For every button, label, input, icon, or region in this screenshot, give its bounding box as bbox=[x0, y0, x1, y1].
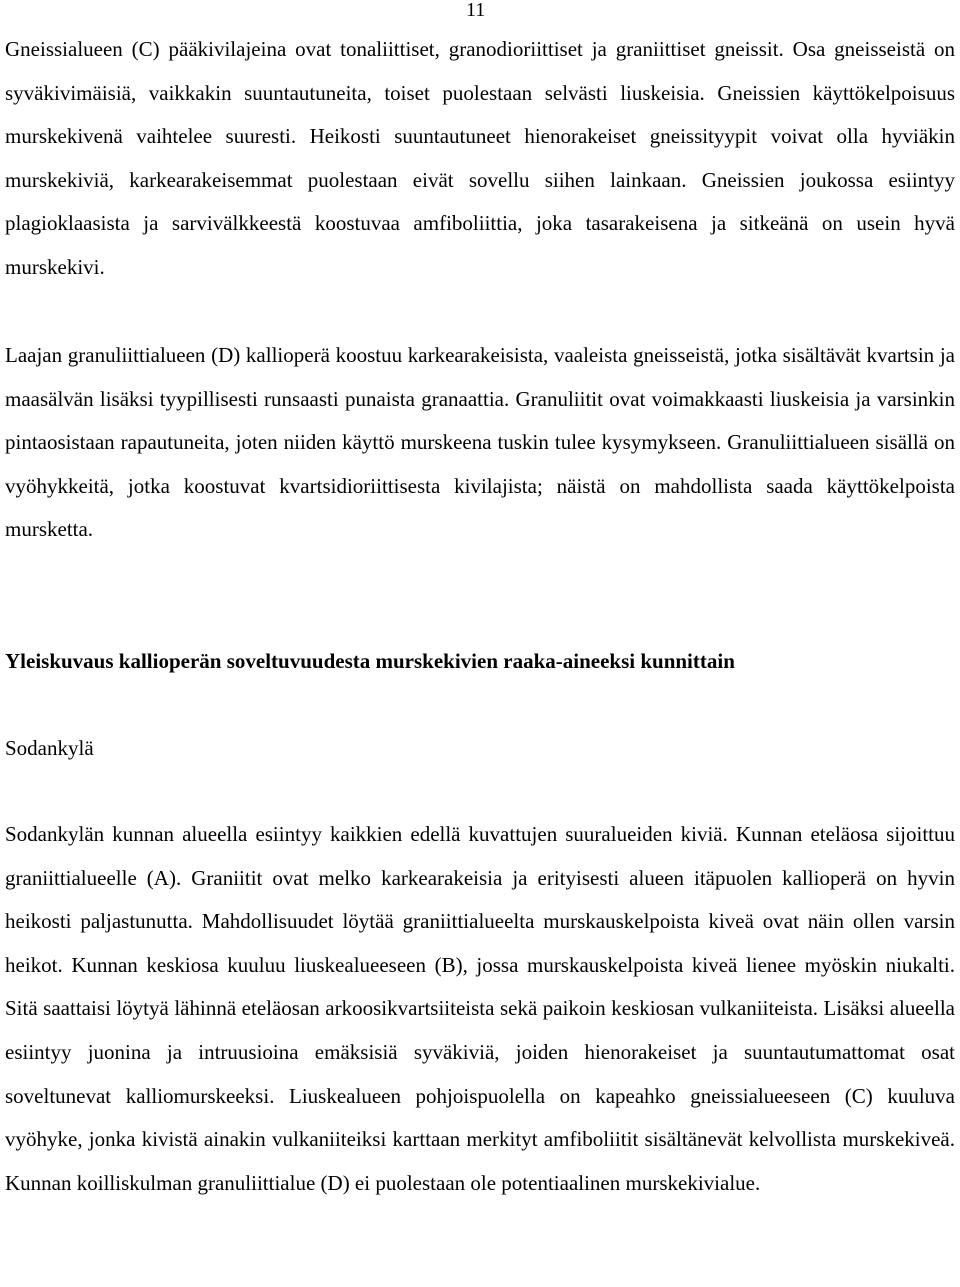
paragraph-sodankyla: Sodankylän kunnan alueella esiintyy kaikkien edellä kuvattujen suuralueiden kiviä. Kunnan eteläosa sijoittuu graniittialueelle (A). Graniitit ovat melko karkearakeisia ja erityisesti alueen itäpuolen kallioperä on hyvin heikosti paljastunutta. Mahdollisuudet löytää graniittialueelta murskauskelpoista kiveä ovat näin ollen varsin heikot. Kunnan keskiosa kuuluu liuskealueeseen (B), jossa murskauskelpoista kiveä lienee myöskin niukalti. Sitä saattaisi löytyä lähinnä eteläosan arkoosikvartsiiteista sekä paikoin keskiosan vulkaniiteista. Lisäksi alueella esiintyy juonina ja intruusioina emäksisiä syväkiviä, joiden hienorakeiset ja suuntautumattomat osat soveltunevat kalliomurskeeksi. Liuskealueen pohjoispuolella on kapeahko gneissialueeseen (C) kuuluva vyöhyke, jonka kivistä ainakin vulkaniiteiksi karttaan merkityt amfiboliitit sisältänevät kelvollista murskekiveä. Kunnan koilliskulman granuliittialue (D) ei puolestaan ole potentiaalinen murskekivialue. bbox=[5, 822, 955, 1195]
municipality-heading: Sodankylä bbox=[5, 736, 94, 760]
section-heading: Yleiskuvaus kallioperän soveltuvuudesta murskekivien raaka-aineeksi kunnittain bbox=[5, 649, 735, 673]
paragraph-granulite-area: Laajan granuliittialueen (D) kallioperä koostuu karkearakeisista, vaaleista gneisseistä, jotka sisältävät kvartsin ja maasälvän lisäksi tyypillisesti runsaasti punaista granaattia. Granuliitit ovat voimakkaasti liuskeisia ja varsinkin pintaosistaan rapautuneita, joten niiden käyttö murskeena tuskin tulee kysymykseen. Granuliittialueen sisällä on vyöhykkeitä, jotka koostuvat kvartsidioriittisesta kivilajista; näistä on mahdollista saada käyttökelpoista mursketta. bbox=[5, 343, 955, 542]
paragraph-gneiss-area: Gneissialueen (C) pääkivilajeina ovat tonaliittiset, granodioriittiset ja graniittiset gneissit. Osa gneisseistä on syväkivimäisiä, vaikkakin suuntautuneita, toiset puolestaan selvästi liuskeisia. Gneissien käyttökelpoisuus murskekivenä vaihtelee suuresti. Heikosti suuntautuneet hienorakeiset gneissityypit voivat olla hyviäkin murskekiviä, karkearakeisemmat puolestaan eivät sovellu siihen lainkaan. Gneissien joukossa esiintyy plagioklaasista ja sarvivälkkeestä koostuvaa amfiboliittia, joka tasarakeisena ja sitkeänä on usein hyvä murskekivi. bbox=[5, 37, 955, 279]
page-number: 11 bbox=[466, 0, 486, 21]
